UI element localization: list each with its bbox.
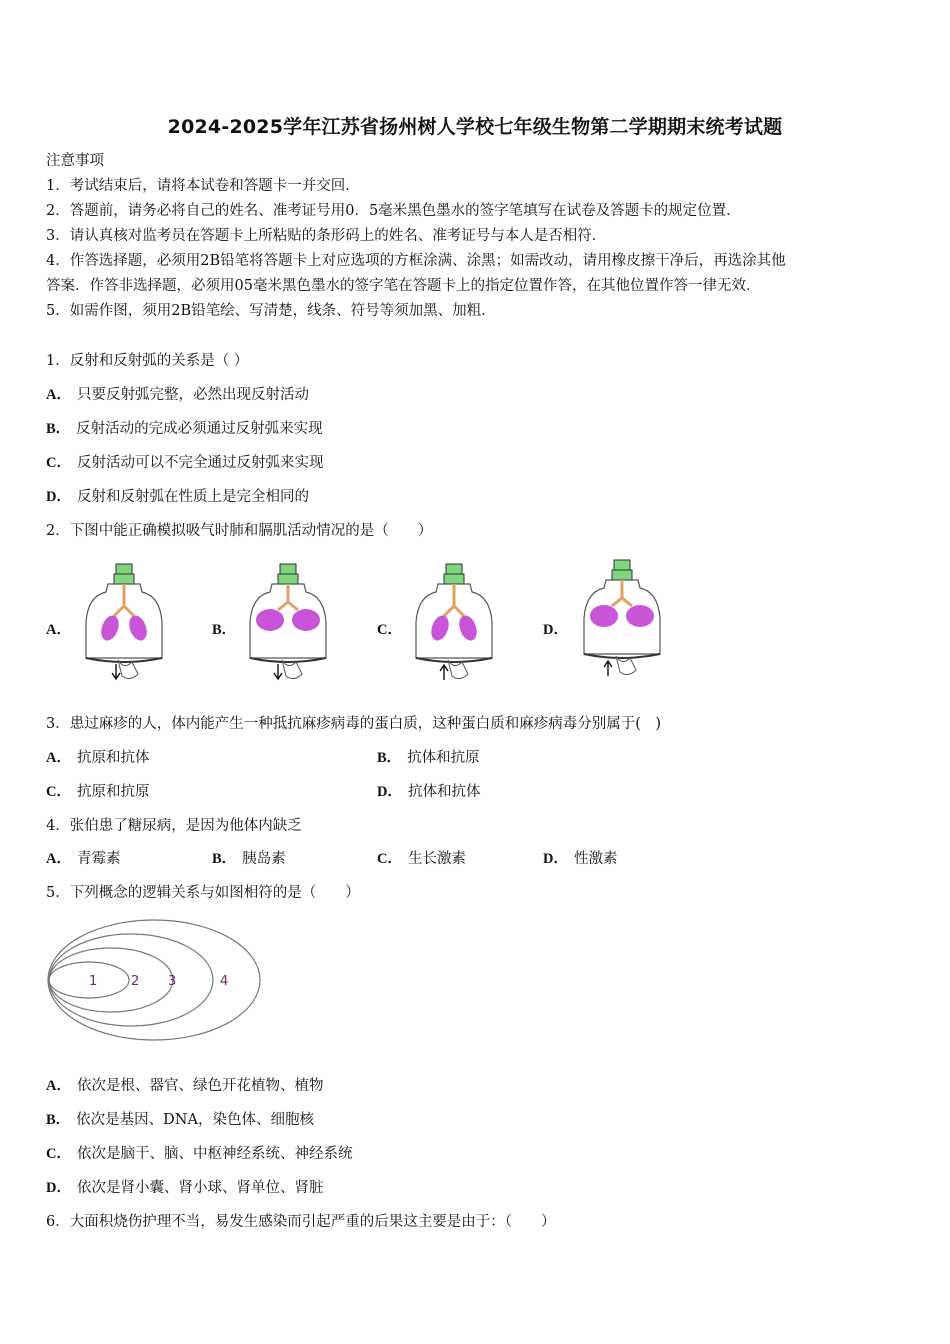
option-label: D． bbox=[46, 489, 71, 505]
option-label: D． bbox=[377, 784, 402, 800]
option-text: 抗体和抗原 bbox=[407, 750, 480, 766]
question-3-stem: 3．患过麻疹的人，体内能产生一种抵抗麻疹病毒的蛋白质，这种蛋白质和麻疹病毒分别属于( ) bbox=[46, 716, 662, 732]
q3-option-a bbox=[46, 748, 149, 768]
option-label: A． bbox=[46, 750, 71, 766]
option-label: C． bbox=[377, 851, 402, 867]
note-item: 1．考试结束后，请将本试卷和答题卡一并交回． bbox=[46, 178, 360, 194]
q3-option-d bbox=[377, 782, 480, 802]
nested-ellipses-diagram bbox=[46, 918, 266, 1046]
q1-option-a bbox=[46, 385, 309, 405]
figure-label-c: C． bbox=[377, 622, 402, 638]
q5-option-d bbox=[46, 1178, 323, 1198]
option-text: 抗原和抗原 bbox=[76, 784, 150, 800]
option-text: 性激素 bbox=[573, 851, 618, 867]
option-label: C． bbox=[46, 455, 71, 471]
ellipse-label-3: 3 bbox=[168, 974, 177, 989]
note-item: 2．答题前，请务必将自己的姓名、准考证号用0．5毫米黑色墨水的签字笔填写在试卷及答题卡的规定位置． bbox=[46, 203, 741, 219]
ellipse-label-4: 4 bbox=[220, 974, 229, 989]
option-label: B． bbox=[377, 750, 402, 766]
question-4-stem: 4．张伯患了糖尿病，是因为他体内缺乏 bbox=[46, 818, 302, 834]
option-label: D． bbox=[543, 851, 568, 867]
q3-option-c bbox=[46, 782, 149, 802]
option-label: D． bbox=[46, 1180, 71, 1196]
q4-option-b bbox=[212, 849, 286, 869]
ellipse-label-2: 2 bbox=[131, 974, 140, 989]
q5-option-b bbox=[46, 1110, 314, 1130]
note-item: 5．如需作图，须用2B铅笔绘、写清楚，线条、符号等须加黑、加粗． bbox=[46, 303, 496, 319]
option-text: 胰岛素 bbox=[242, 851, 286, 867]
note-item: 4．作答选择题，必须用2B铅笔将答题卡上对应选项的方框涂满、涂黑；如需改动，请用橡皮擦干净后，再选涂其他 bbox=[46, 253, 786, 269]
option-text: 抗原和抗体 bbox=[76, 750, 150, 766]
q5-option-a bbox=[46, 1076, 323, 1096]
option-text: 生长激素 bbox=[407, 851, 466, 867]
option-label: A． bbox=[46, 1078, 71, 1094]
q3-option-b bbox=[377, 748, 480, 768]
question-1-stem: 1．反射和反射弧的关系是（ ） bbox=[46, 353, 249, 369]
page-title: 2024-2025学年江苏省扬州树人学校七年级生物第二学期期末统考试题 bbox=[167, 116, 783, 138]
option-text: 依次是肾小囊、肾小球、肾单位、肾脏 bbox=[76, 1180, 324, 1196]
option-label: C． bbox=[46, 784, 71, 800]
q1-option-c bbox=[46, 453, 323, 473]
question-2-stem: 2．下图中能正确模拟吸气时肺和膈肌活动情况的是（ ） bbox=[46, 523, 433, 539]
figure-label-a: A． bbox=[46, 622, 71, 638]
figure-label-d: D． bbox=[543, 622, 568, 638]
ellipse-label-1: 1 bbox=[89, 974, 98, 989]
option-text: 反射活动可以不完全通过反射弧来实现 bbox=[76, 455, 324, 471]
bell-jar-model-c bbox=[408, 562, 500, 684]
option-label: A． bbox=[46, 387, 71, 403]
notes-heading: 注意事项 bbox=[46, 153, 104, 169]
option-text: 青霉素 bbox=[76, 851, 121, 867]
q1-option-d bbox=[46, 487, 309, 507]
option-text: 反射和反射弧在性质上是完全相同的 bbox=[76, 489, 309, 505]
question-6-stem: 6．大面积烧伤护理不当，易发生感染而引起严重的后果这主要是由于：（ ） bbox=[46, 1214, 556, 1230]
option-text: 反射活动的完成必须通过反射弧来实现 bbox=[76, 421, 323, 437]
q1-option-b bbox=[46, 419, 323, 439]
option-label: A． bbox=[46, 851, 71, 867]
q5-option-c bbox=[46, 1144, 352, 1164]
option-text: 抗体和抗体 bbox=[407, 784, 481, 800]
q4-option-a bbox=[46, 849, 120, 869]
option-label: B． bbox=[46, 1112, 71, 1128]
q4-option-d bbox=[543, 849, 617, 869]
option-label: B． bbox=[212, 851, 237, 867]
bell-jar-model-d bbox=[576, 558, 668, 680]
bell-jar-model-b bbox=[242, 562, 334, 684]
option-text: 依次是脑干、脑、中枢神经系统、神经系统 bbox=[76, 1146, 353, 1162]
option-text: 依次是基因、DNA，染色体、细胞核 bbox=[76, 1112, 314, 1128]
question-5-stem: 5．下列概念的逻辑关系与如图相符的是（ ） bbox=[46, 885, 360, 901]
option-text: 依次是根、器官、绿色开花植物、植物 bbox=[76, 1078, 324, 1094]
option-label: B． bbox=[46, 421, 71, 437]
q4-option-c bbox=[377, 849, 466, 869]
bell-jar-model-a bbox=[78, 562, 170, 684]
note-item: 答案．作答非选择题，必须用05毫米黑色墨水的签字笔在答题卡上的指定位置作答，在其他位置作答一律无效． bbox=[46, 278, 761, 294]
figure-label-b: B． bbox=[212, 622, 237, 638]
option-label: C． bbox=[46, 1146, 71, 1162]
note-item: 3．请认真核对监考员在答题卡上所粘贴的条形码上的姓名、准考证号与本人是否相符． bbox=[46, 228, 607, 244]
option-text: 只要反射弧完整，必然出现反射活动 bbox=[76, 387, 309, 403]
